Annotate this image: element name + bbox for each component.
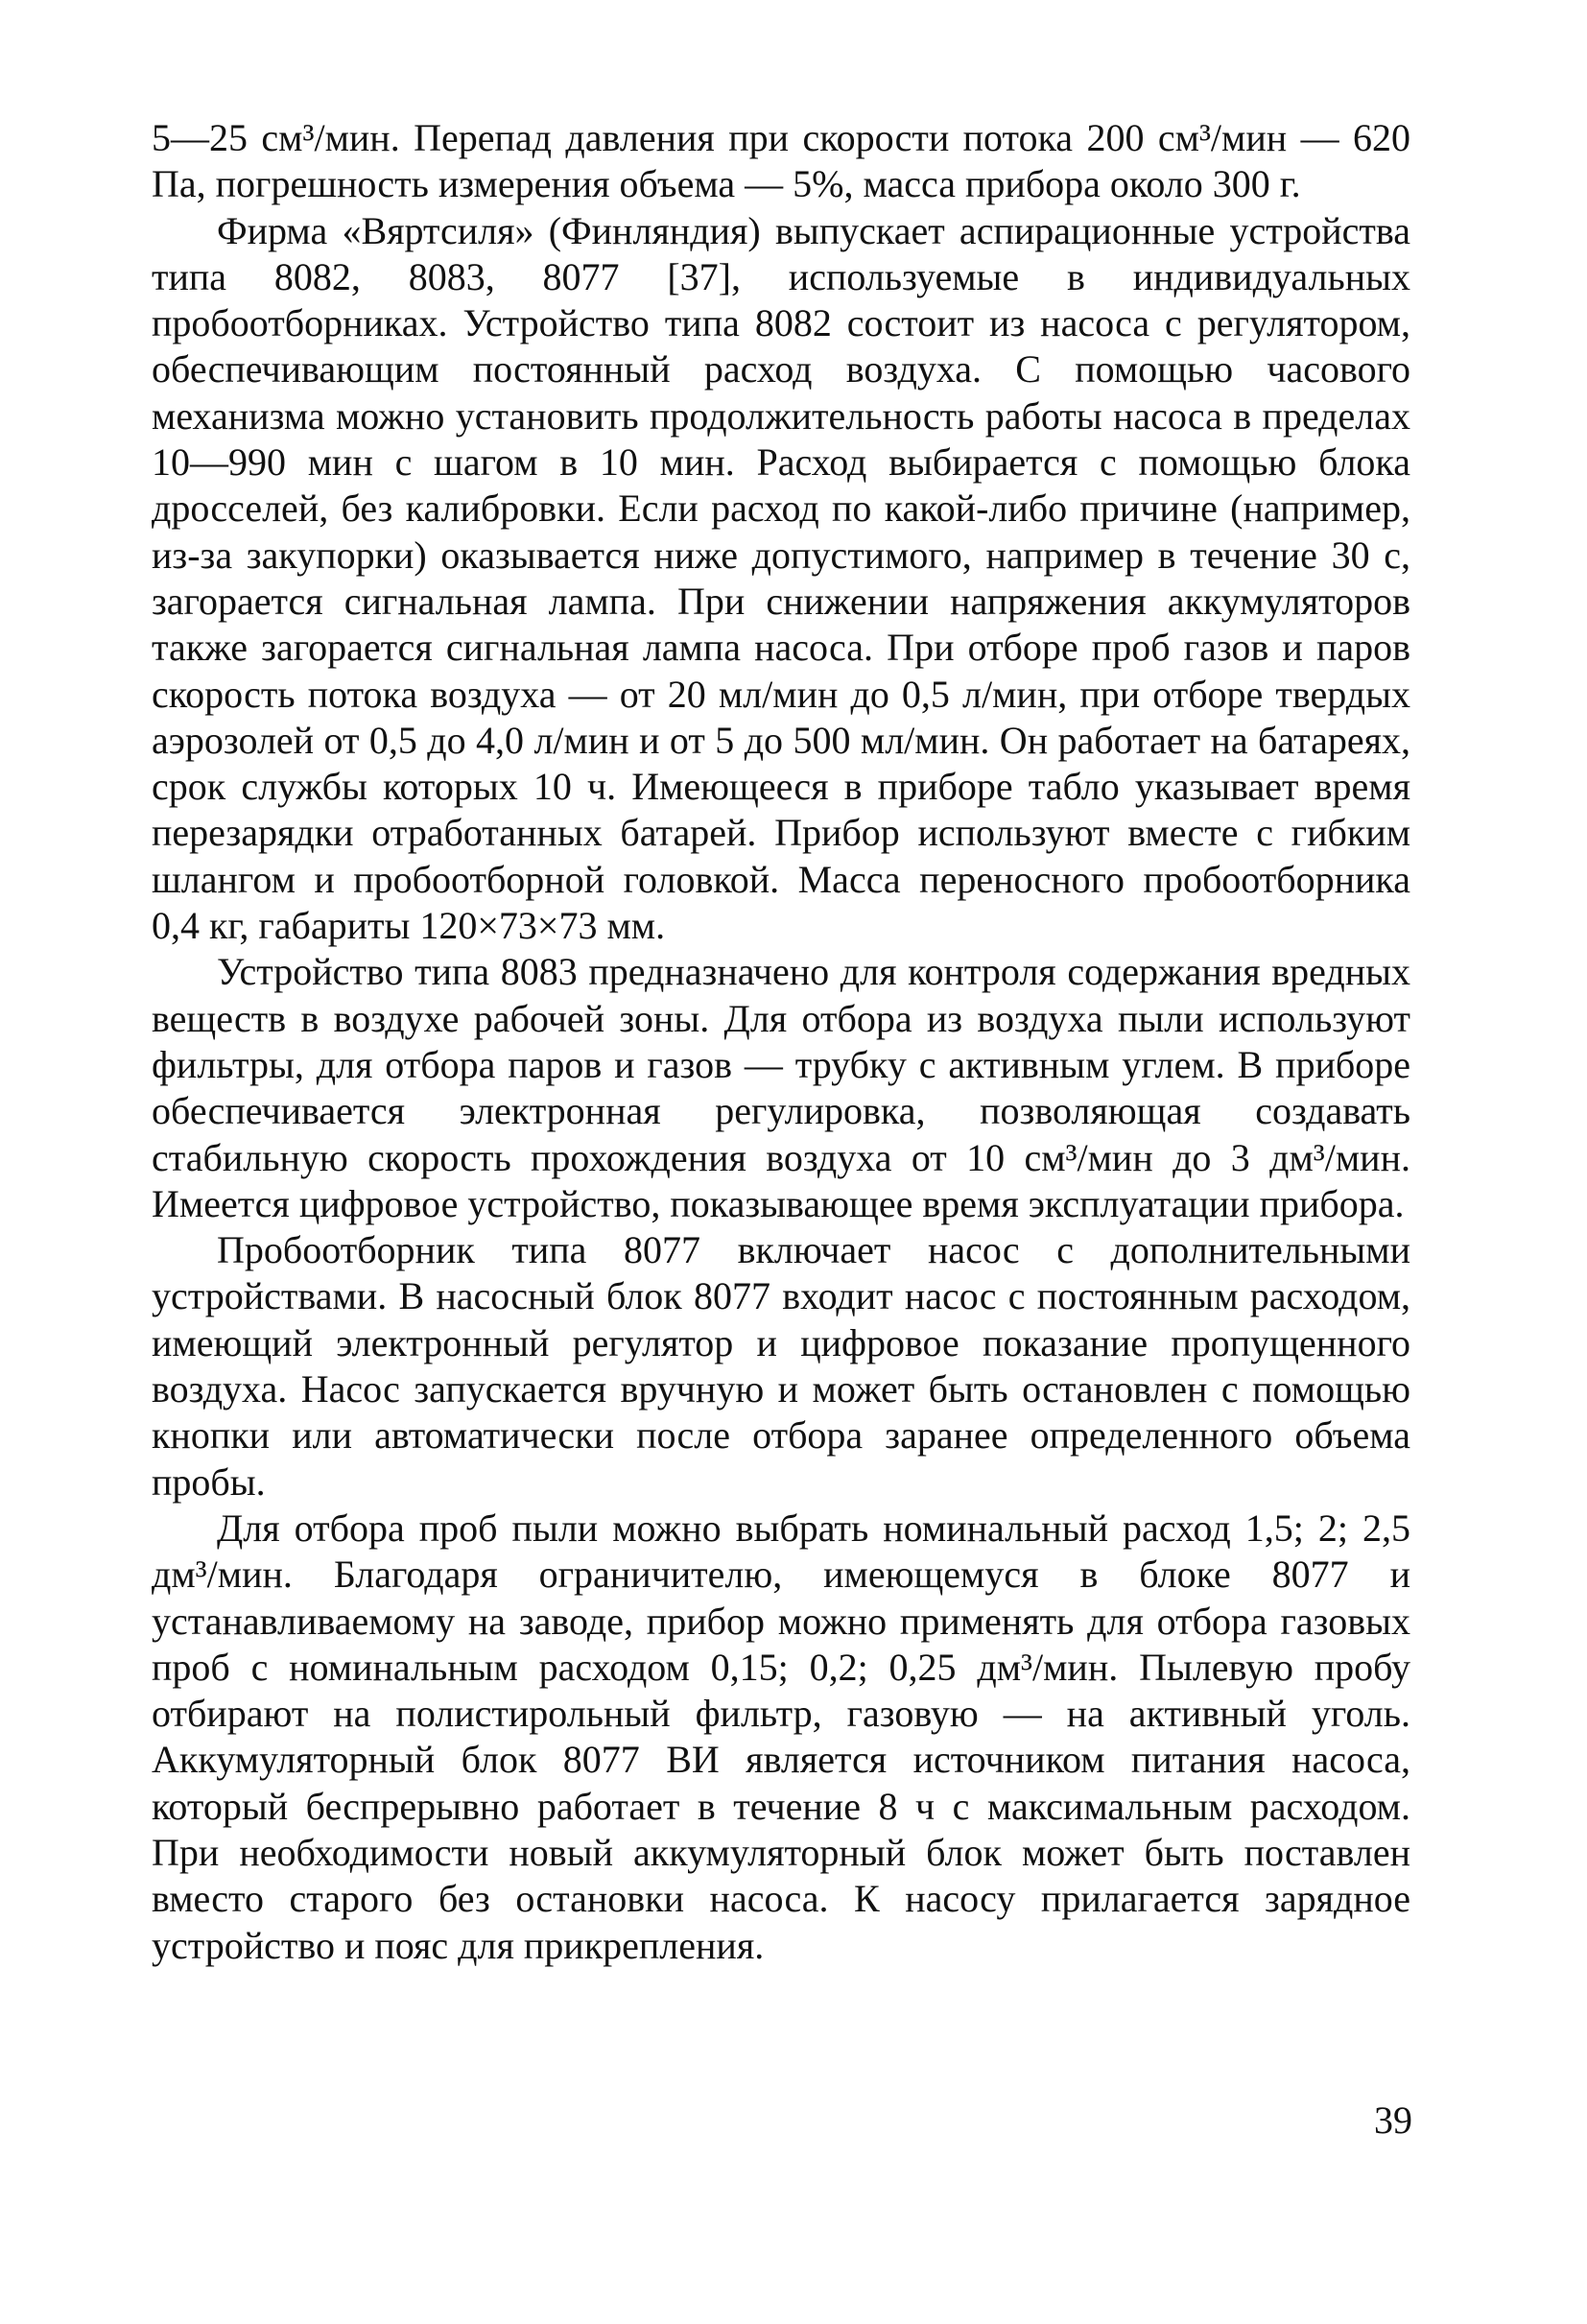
paragraph-device-8083: Устройство типа 8083 предназначено для контроля содержания вредных веществ в воздухе рабочей зоны. Для отбора из воздуха пыли используют фильтры, для отбора паров и газов — трубку с активным углем. В приборе обеспечивается электронная регулировка, позволяющая создавать стабильную скорость прохождения воздуха от 10 см³/мин до 3 дм³/мин. Имеется цифровое устройство, показывающее время эксплуатации прибора. [152, 950, 1410, 1225]
paragraph-continuation: 5—25 см³/мин. Перепад давления при скорости потока 200 см³/мин — 620 Па, погрешность измерения объема — 5%, масса прибора около 300 г. [152, 116, 1410, 206]
paragraph-dust-sampling: Для отбора проб пыли можно выбрать номинальный расход 1,5; 2; 2,5 дм³/мин. Благодаря ограничителю, имеющемуся в блоке 8077 и устанавливаемому на заводе, прибор можно применять для отбора газовых проб с номинальным расходом 0,15; 0,2; 0,25 дм³/мин. Пылевую пробу отбирают на полистирольный фильтр, газовую — на активный уголь. Аккумуляторный блок 8077 ВИ является источником питания насоса, который беспрерывно работает в течение 8 ч с максимальным расходом. При необходимости новый аккумуляторный блок может быть поставлен вместо старого без остановки насоса. К насосу прилагается зарядное устройство и пояс для прикрепления. [152, 1506, 1410, 1967]
paragraph-vartsila-devices: Фирма «Вяртсиля» (Финляндия) выпускает аспирационные устройства типа 8082, 8083, 8077 [37], используемые в индивидуальных пробоотборниках. Устройство типа 8082 состоит из насоса с регулятором, обеспечивающим постоянный расход воздуха. С помощью часового механизма можно установить продолжительность работы насоса в пределах 10—990 мин с шагом в 10 мин. Расход выбирается с помощью блока дросселей, без калибровки. Если расход по какой-либо причине (например, из-за закупорки) оказывается ниже допустимого, например в течение 30 с, загорается сигнальная лампа. При снижении напряжения аккумуляторов также загорается сигнальная лампа насоса. При отборе проб газов и паров скорость потока воздуха — от 20 мл/мин до 0,5 л/мин, при отборе твердых аэрозолей от 0,5 до 4,0 л/мин и от 5 до 500 мл/мин. Он работает на батареях, срок службы которых 10 ч. Имеющееся в приборе табло указывает время перезарядки отработанных батарей. Прибор используют вместе с гибким шлангом и пробоотборной головкой. Масса переносного пробоотборника 0,4 кг, габариты 120×73×73 мм. [152, 208, 1410, 948]
page-number: 39 [1374, 2099, 1412, 2142]
page-body [152, 115, 1410, 1969]
paragraph-sampler-8077: Пробоотборник типа 8077 включает насос с дополнительными устройствами. В насосный блок 8077 входит насос с постоянным расходом, имеющий электронный регулятор и цифровое показание пропущенного воздуха. Насос запускается вручную и может быть остановлен с помощью кнопки или автоматически после отбора заранее определенного объема пробы. [152, 1228, 1410, 1504]
